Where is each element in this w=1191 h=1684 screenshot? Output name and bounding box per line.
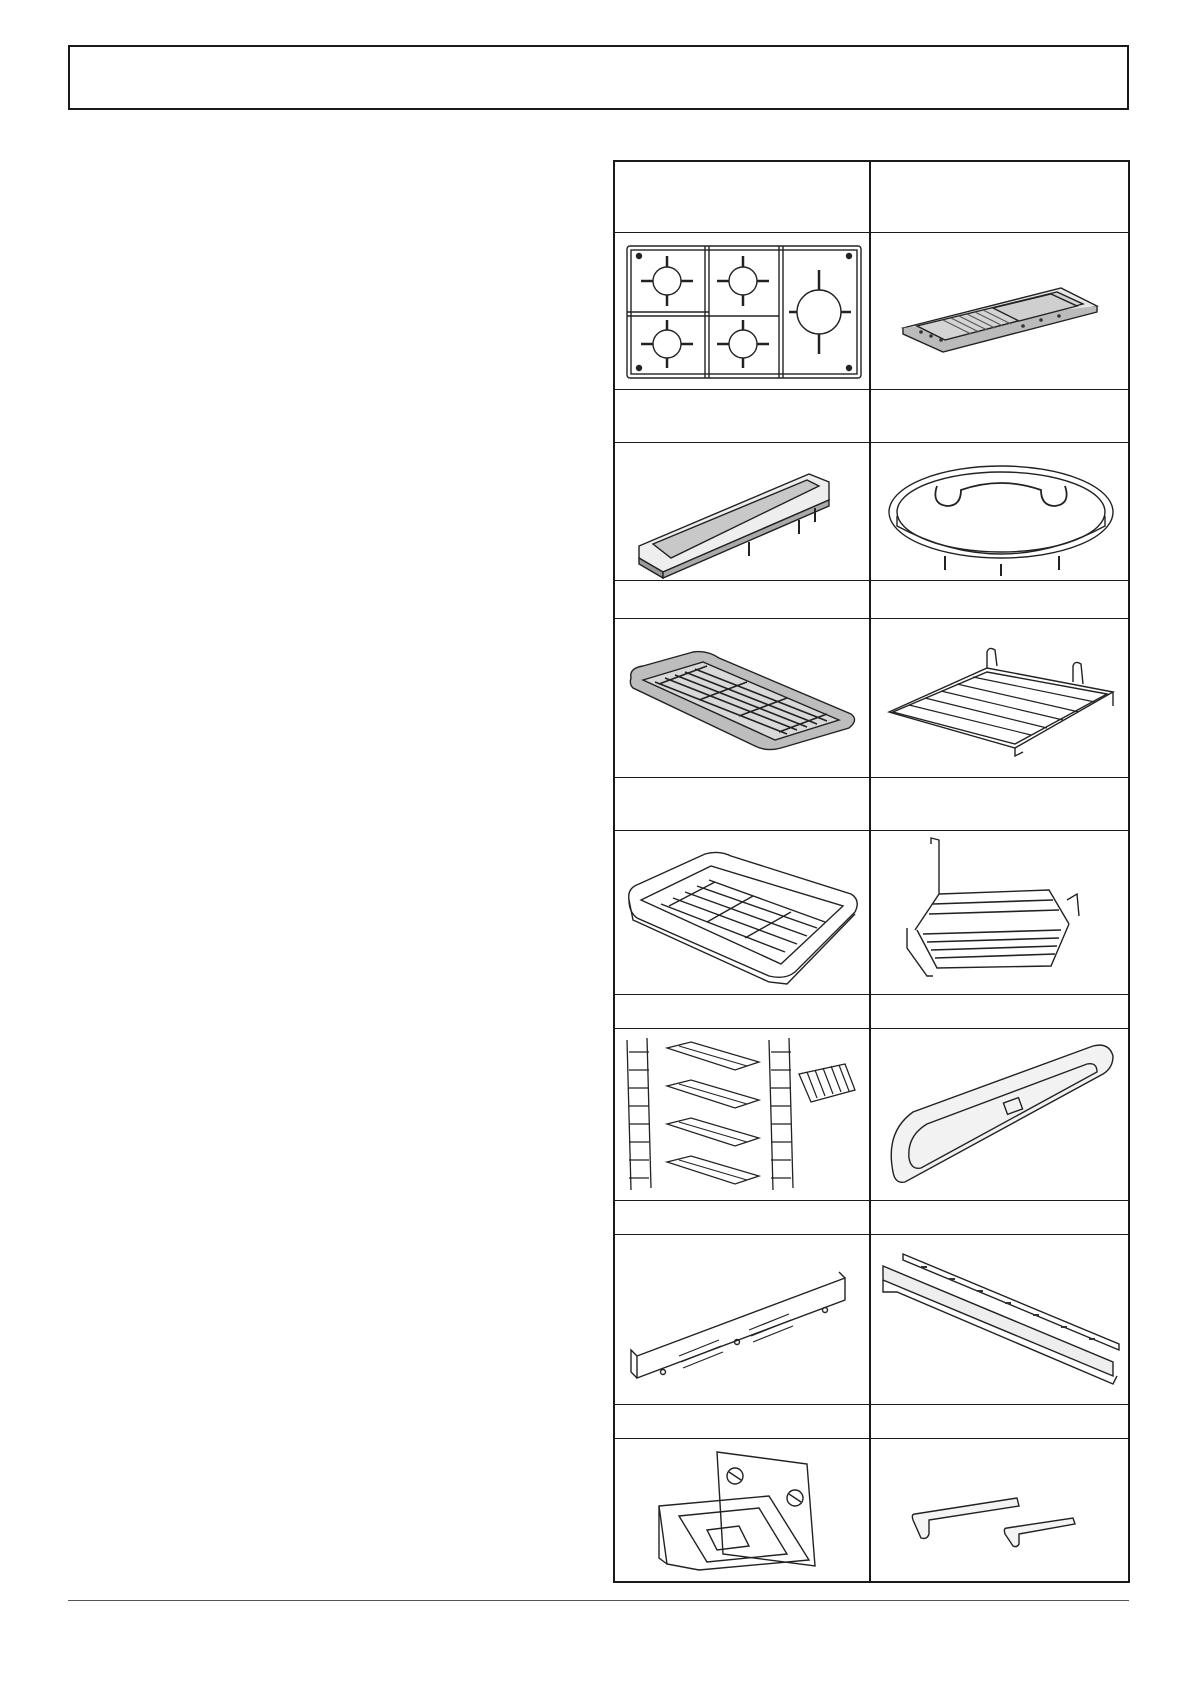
- row-divider: [615, 1404, 1128, 1405]
- row-divider: [615, 777, 1128, 778]
- row-divider: [615, 442, 1128, 443]
- footer-rule: [68, 1600, 1129, 1601]
- shelf-runners-and-shelves-icon: [619, 1032, 867, 1202]
- roasting-pan-icon: [619, 834, 867, 990]
- row-divider: [615, 994, 1128, 995]
- grill-pan-and-rack-icon: [619, 622, 867, 780]
- page-title-box: [68, 45, 1129, 110]
- row-divider: [615, 830, 1128, 831]
- allen-keys-icon: [873, 1442, 1127, 1580]
- row-divider: [615, 618, 1128, 619]
- stability-bracket-icon: [619, 1442, 867, 1580]
- row-divider: [615, 1028, 1128, 1029]
- griddle-plate-icon: [619, 446, 867, 596]
- plinth-bracket-icon: [619, 1238, 867, 1404]
- row-divider: [615, 1200, 1128, 1201]
- row-divider: [615, 580, 1128, 581]
- grill-plate-icon: [873, 236, 1127, 386]
- wok-ring-icon: [873, 446, 1127, 596]
- oven-shelf-icon: [873, 622, 1127, 780]
- accessories-table: [613, 160, 1130, 1583]
- row-divider: [615, 1234, 1128, 1235]
- side-trim-rail-icon: [873, 1238, 1127, 1404]
- roasting-rack-icon: [873, 834, 1127, 990]
- burner-grids-icon: [619, 236, 867, 386]
- column-divider: [869, 162, 871, 1581]
- row-divider: [615, 232, 1128, 233]
- row-divider: [615, 389, 1128, 390]
- handle-trim-icon: [873, 1032, 1127, 1202]
- row-divider: [615, 1438, 1128, 1439]
